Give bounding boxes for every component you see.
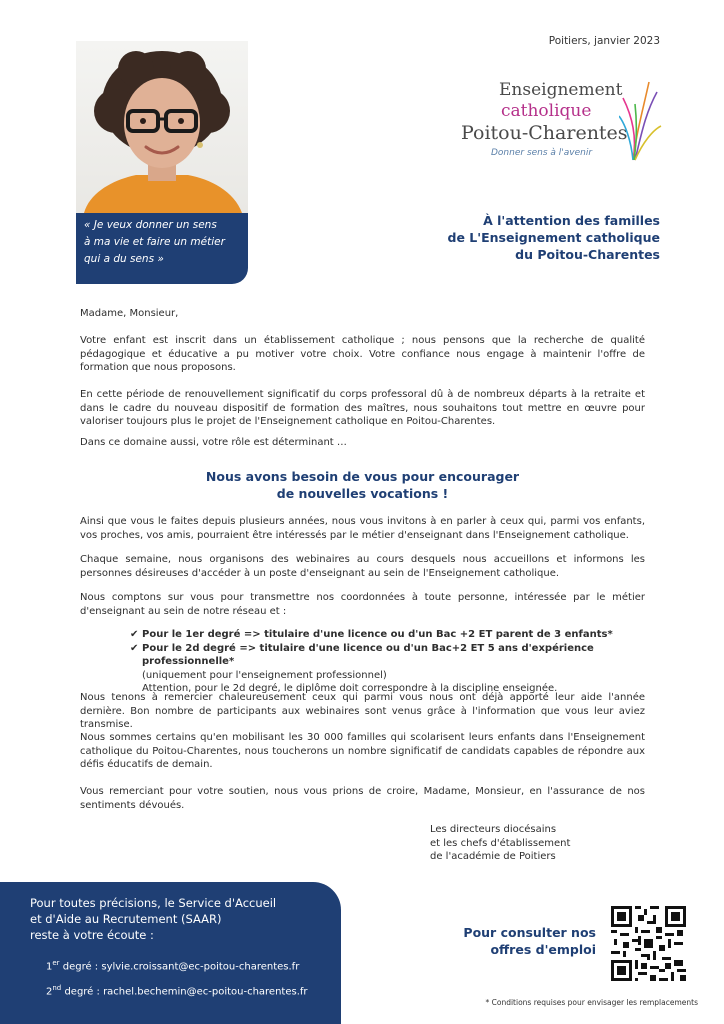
contact-first-degree[interactable]: 1er degré : sylvie.croissant@ec-poitou-charentes.fr: [46, 959, 300, 973]
signature-line-2: et les chefs d'établissement: [430, 837, 571, 849]
paragraph-6: Nous comptons sur vous pour transmettre nos coordonnées à toute personne, intéressée par le métier d'enseignant au sein de notre réseau et :: [80, 592, 645, 617]
quote-line-2: à ma vie et faire un métier: [84, 236, 225, 248]
recipient-line-3: du Poitou-Charentes: [515, 247, 660, 262]
portrait-photo: [76, 41, 248, 213]
headline-line-1: Nous avons besoin de vous pour encourager: [205, 469, 520, 484]
tree-icon: [619, 78, 663, 162]
quote-line-1: « Je veux donner un sens: [84, 219, 217, 231]
list-note-1: (uniquement pour l'enseignement professionnel): [142, 669, 387, 681]
logo-line-3: Poitou-Charentes: [461, 122, 628, 144]
list-item: ✔ Pour le 1er degré => titulaire d'une licence ou d'un Bac +2 ET parent de 3 enfants*: [130, 629, 613, 640]
checkmark-icon: ✔: [130, 642, 139, 654]
qr-code-icon[interactable]: [611, 906, 686, 981]
paragraph-3: Dans ce domaine aussi, votre rôle est déterminant …: [80, 437, 347, 448]
portrait-card: [76, 41, 248, 284]
logo-line-1: Enseignement: [499, 80, 623, 100]
list-item: ✔ Pour le 2d degré => titulaire d'une licence ou d'un Bac+2 ET 5 ans d'expérience professionnelle*: [130, 642, 594, 667]
headline: [160, 468, 565, 502]
panel-line-1: Pour toutes précisions, le Service d'Accueil: [30, 896, 277, 910]
recipient-line-2: de L'Enseignement catholique: [447, 230, 660, 245]
recipient-block: [448, 212, 660, 263]
panel-line-2: et d'Aide au Recrutement (SAAR): [30, 912, 222, 926]
paragraph-5: Chaque semaine, nous organisons des webinaires au cours desquels nous accueillons et informons les personnes désireuses d'accéder à un poste d'enseignant au sein de l'Enseignement catholique.: [80, 554, 645, 579]
signature-line-1: Les directeurs diocésains: [430, 824, 557, 835]
paragraph-7: Nous tenons à remercier chaleureusement ceux qui parmi vous nous ont déjà apporté leur aide l'année dernière. Bon nombre de participants aux webinaires sont venus grâce à l'information que vous leur aviez transmise.: [80, 692, 645, 730]
quote-line-3: qui a du sens »: [84, 253, 164, 265]
signature-block: [430, 823, 570, 864]
salutation: Madame, Monsieur,: [80, 308, 179, 319]
headline-line-2: de nouvelles vocations !: [276, 486, 449, 501]
contact-second-degree[interactable]: 2nd degré : rachel.bechemin@ec-poitou-charentes.fr: [46, 984, 308, 998]
checkmark-icon: ✔: [130, 629, 139, 640]
logo: [456, 78, 666, 162]
logo-line-2: catholique: [501, 101, 592, 121]
panel-line-3: reste à votre écoute :: [30, 928, 154, 942]
paragraph-9: Vous remerciant pour votre soutien, nous vous prions de croire, Madame, Monsieur, en l'assurance de nos sentiments dévoués.: [80, 786, 645, 811]
signature-line-3: de l'académie de Poitiers: [430, 851, 556, 862]
footnote: * Conditions requises pour envisager les remplacements: [485, 998, 698, 1007]
quote-box: [76, 213, 248, 284]
offers-line-2: offres d'emploi: [490, 942, 596, 957]
letter-date: Poitiers, janvier 2023: [548, 35, 660, 47]
woman-portrait-image: [76, 41, 248, 213]
requirements-list: [130, 628, 650, 696]
panel-title: [30, 895, 310, 943]
logo-tagline: Donner sens à l'avenir: [491, 148, 593, 158]
job-offers-callout: [463, 924, 596, 958]
recipient-line-1: À l'attention des familles: [483, 213, 660, 228]
paragraph-4: Ainsi que vous le faites depuis plusieurs années, nous vous invitons à en parler à ceux qui, parmi vos enfants, vos proches, vos amis, pourraient être intéressés par le métier d'enseignant dans l'Enseignement catholique.: [80, 516, 645, 541]
paragraph-1: Votre enfant est inscrit dans un établissement catholique ; nous pensons que la recherche de qualité pédagogique et éducative a pu motiver votre choix. Votre confiance nous engage à maintenir l'offre de formation que nous proposons.: [80, 335, 645, 373]
offers-line-1: Pour consulter nos: [463, 925, 596, 940]
list-note-2: Attention, pour le 2d degré, le diplôme doit correspondre à la discipline enseignée.: [142, 683, 558, 694]
paragraph-8: Nous sommes certains qu'en mobilisant les 30 000 familles qui scolarisent leurs enfants dans l'Enseignement catholique du Poitou-Charentes, nous toucherons un nombre significatif de candidats capables de répondre aux défis éducatifs de demain.: [80, 732, 645, 770]
paragraph-2: En cette période de renouvellement significatif du corps professoral dû à de nombreux départs à la retraite et dans le cadre du nouveau dispositif de formation des maîtres, nous souhaitons tout mettre en œuvre pour valoriser toujours plus le projet de l'Enseignement catholique en Poitou-Charentes.: [80, 389, 645, 427]
contact-panel: [0, 882, 341, 1024]
